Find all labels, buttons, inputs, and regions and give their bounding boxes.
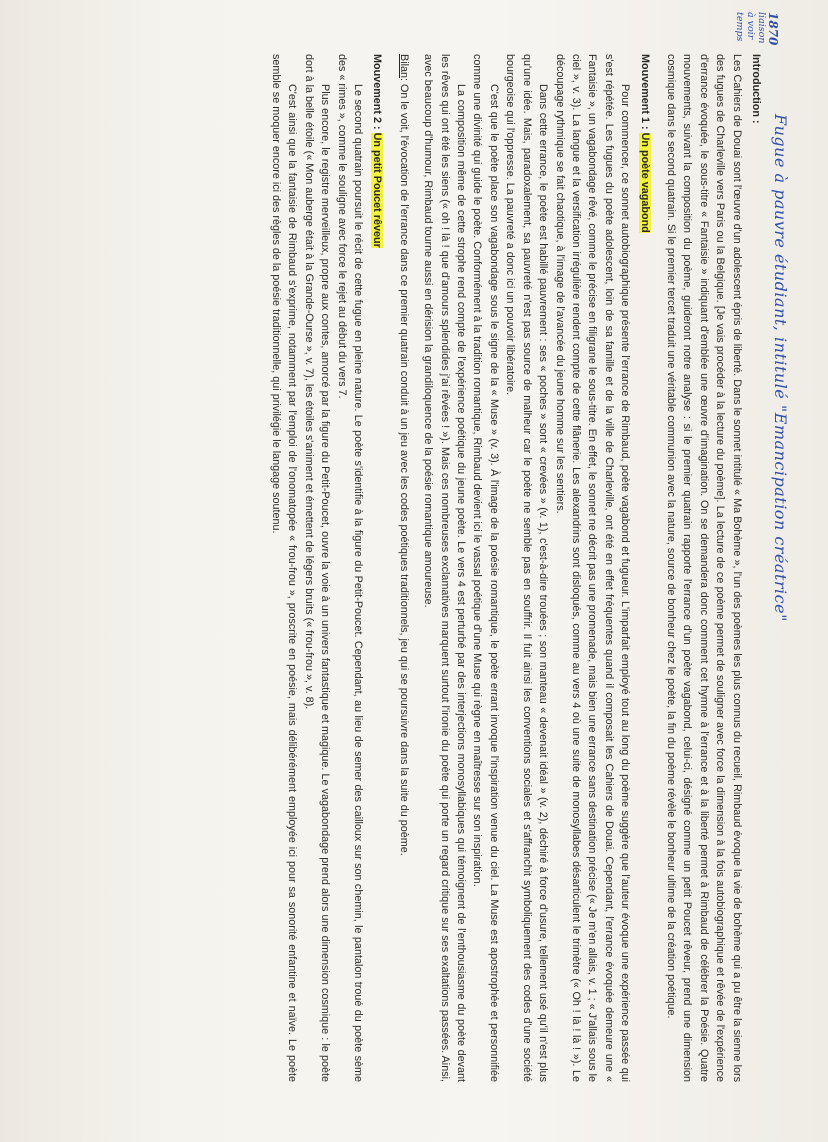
movement-2-heading bbox=[369, 54, 385, 1082]
margin-note-year: 1870 bbox=[766, 12, 780, 46]
margin-notes bbox=[734, 12, 778, 52]
intro-heading: Introduction : bbox=[750, 54, 762, 124]
movement-2-paragraph: C'est ainsi que la fantaisie de Rimbaud s'exprime, notamment par l'emploi de l'onomatopée « frou-frou », proscrite en poésie, mais délibérément employée ici pour sa sonorité enfantine et naïve. Le poète semble se moquer encore ici des règles de la poésie traditionnelle, qui privilégie le langage soutenu. bbox=[270, 54, 299, 1082]
handwritten-title: Fugue à pauvre étudiant, intitulé "Emancipation créatrice" bbox=[771, 114, 790, 622]
movement-1-heading bbox=[636, 54, 652, 1082]
intro-paragraph: Les Cahiers de Douai sont l'œuvre d'un adolescent épris de liberté. Dans le sonnet intitulé « Ma Bohème », l'un des poèmes les plus connus du recueil, Rimbaud évoque la vie de bohème qui a pu être la sienne lors des fugues de Charleville vers Paris ou la Belgique. [Je vais procéder à la lecture du poème]. La lecture de ce poème permet de souligner avec force la dimension à la fois autobiographique et rêvée de l'expérience d'errance évoquée, le sous-titre « Fantaisie » indiquant d'emblée une œuvre d'imagination. On se demandera donc comment cet hymne à l'errance et à la liberté permet à Rimbaud de célébrer la Poésie. Quatre mouvements, suivant la composition du poème, guideront notre analyse : si le premier quatrain rapporte l'errance d'un poète vagabond, celui-ci, désigné comme un petit Poucet rêveur, prend une dimension cosmique dans le second quatrain. Si le premier tercet traduit une véritable communion avec la nature, source de bonheur chez le poète, la fin du poème révèle le bonheur ultime de la création poétique. bbox=[664, 54, 743, 1082]
movement-2-paragraph: Le second quatrain poursuit le récit de cette fugue en pleine nature. Le poète s'identifie à la figure du Petit-Poucet. Cependant, au lieu de semer des cailloux sur son chemin, le pantalon troué du poète sème des « rimes », comme le souligne avec force le rejet au début du vers 7. bbox=[335, 54, 365, 1082]
margin-note: temps bbox=[734, 12, 745, 42]
movement-2-paragraph: Plus encore, le registre merveilleux, propre aux contes, amorcé par la figure du Petit-Poucet, ouvre la voie à un univers fantastique et magique. Le vagabondage prend alors une dimension cosmique : le poète dort à la belle étoile (« Mon auberge était à la Grande-Ourse », v. 7), les étoiles s'animent et émettent de légers bruits (« frou-frou », v. 8). bbox=[302, 54, 332, 1082]
bilan-label: Bilan bbox=[397, 54, 410, 79]
movement-1-title: Un poète vagabond bbox=[638, 132, 651, 233]
movement-1-paragraph: C'est que le poète place son vagabondage sous le signe de la « Muse » (v. 3). À l'image de la poésie romantique, le poète errant invoque l'inspiration venue du ciel. La Muse est apostrophée et personnifiée comme une divinité qui guide le poète. Conformément à la tradition romantique, Rimbaud devient ici le vassal poétique d'une Muse qui règne en maîtresse sur son inspiration. bbox=[471, 54, 500, 1082]
movement-1-label: Mouvement 1 : bbox=[638, 54, 651, 130]
margin-note: liaison bbox=[756, 12, 767, 44]
movement-1-paragraph: La composition même de cette strophe rend compte de l'expérience poétique du jeune poète. Le vers 4 est perturbé par des interjections monosyllabiques qui témoignent de l'enthousiasme du poète devant les rêves qui ont été les siens (« oh ! là ! que d'amours splendides j'ai rêvées ! »). Mais ces nombreuses exclamatives marquent surtout l'ironie du poète qui porte un regard critique sur ses exaltations passées. Ainsi, avec beaucoup d'humour, Rimbaud tourne aussi en dérision la grandiloquence de la poésie romantique amoureuse. bbox=[422, 54, 468, 1082]
movement-1-paragraph: Dans cette errance, le poète est habillé pauvrement : ses « poches » sont « crevées » (v. 1), c'est-à-dire trouées ; son manteau « devenait idéal » (v. 2), déchiré à force d'usure, tellement usé qu'il n'est plus qu'une idée. Mais, paradoxalement, sa pauvreté n'est pas source de malheur car le poète ne semble pas en souffrir. Il fuit ainsi les conventions sociales et s'affranchit symboliquement des codes d'une société bourgeoise qui l'oppresse. La pauvreté a donc ici un pouvoir libératoire. bbox=[504, 54, 550, 1082]
movement-2-title: Un petit Poucet rêveur bbox=[371, 132, 384, 248]
movement-2-label: Mouvement 2 : bbox=[371, 54, 384, 130]
bilan-paragraph bbox=[395, 54, 411, 1082]
bilan-text: : On le voit, l'évocation de l'errance dans ce premier quatrain conduit à un jeu avec les codes poétiques traditionnels, jeu qui se poursuivre dans la suite du poème. bbox=[397, 78, 410, 856]
movement-1-paragraph: Pour commencer, ce sonnet autobiographique présente l'errance de Rimbaud, poète vagabond et fugueur. L'imparfait employé tout au long du poème suggère que l'auteur évoque une expérience passée qui s'est répétée. Les fugues du poète adolescent, loin de sa famille et de la ville de Charleville, ont été en effet fréquentes quand il composait les Cahiers de Douai. Cependant, l'errance évoquée demeure une « Fantaisie », un vagabondage rêvé, comme le précise en filigrane le sous-titre. En effet, le sonnet ne décrit pas une promenade, mais bien une errance sans destination précise (« Je m'en allais, v. 1 ; « J'allais sous le ciel », v. 3). La langue et la versification irrégulière rendent compte de cette flânerie. Les alexandrins sont disloqués, comme au vers 4 où une suite de monosyllabes désarticulent le trimètre (« Oh ! là ! là ! »). Le découpage rythmique se fait chaotique, à l'image de l'avancée du jeune homme sur les sentiers. bbox=[553, 54, 632, 1082]
margin-note: à voir bbox=[745, 12, 756, 40]
